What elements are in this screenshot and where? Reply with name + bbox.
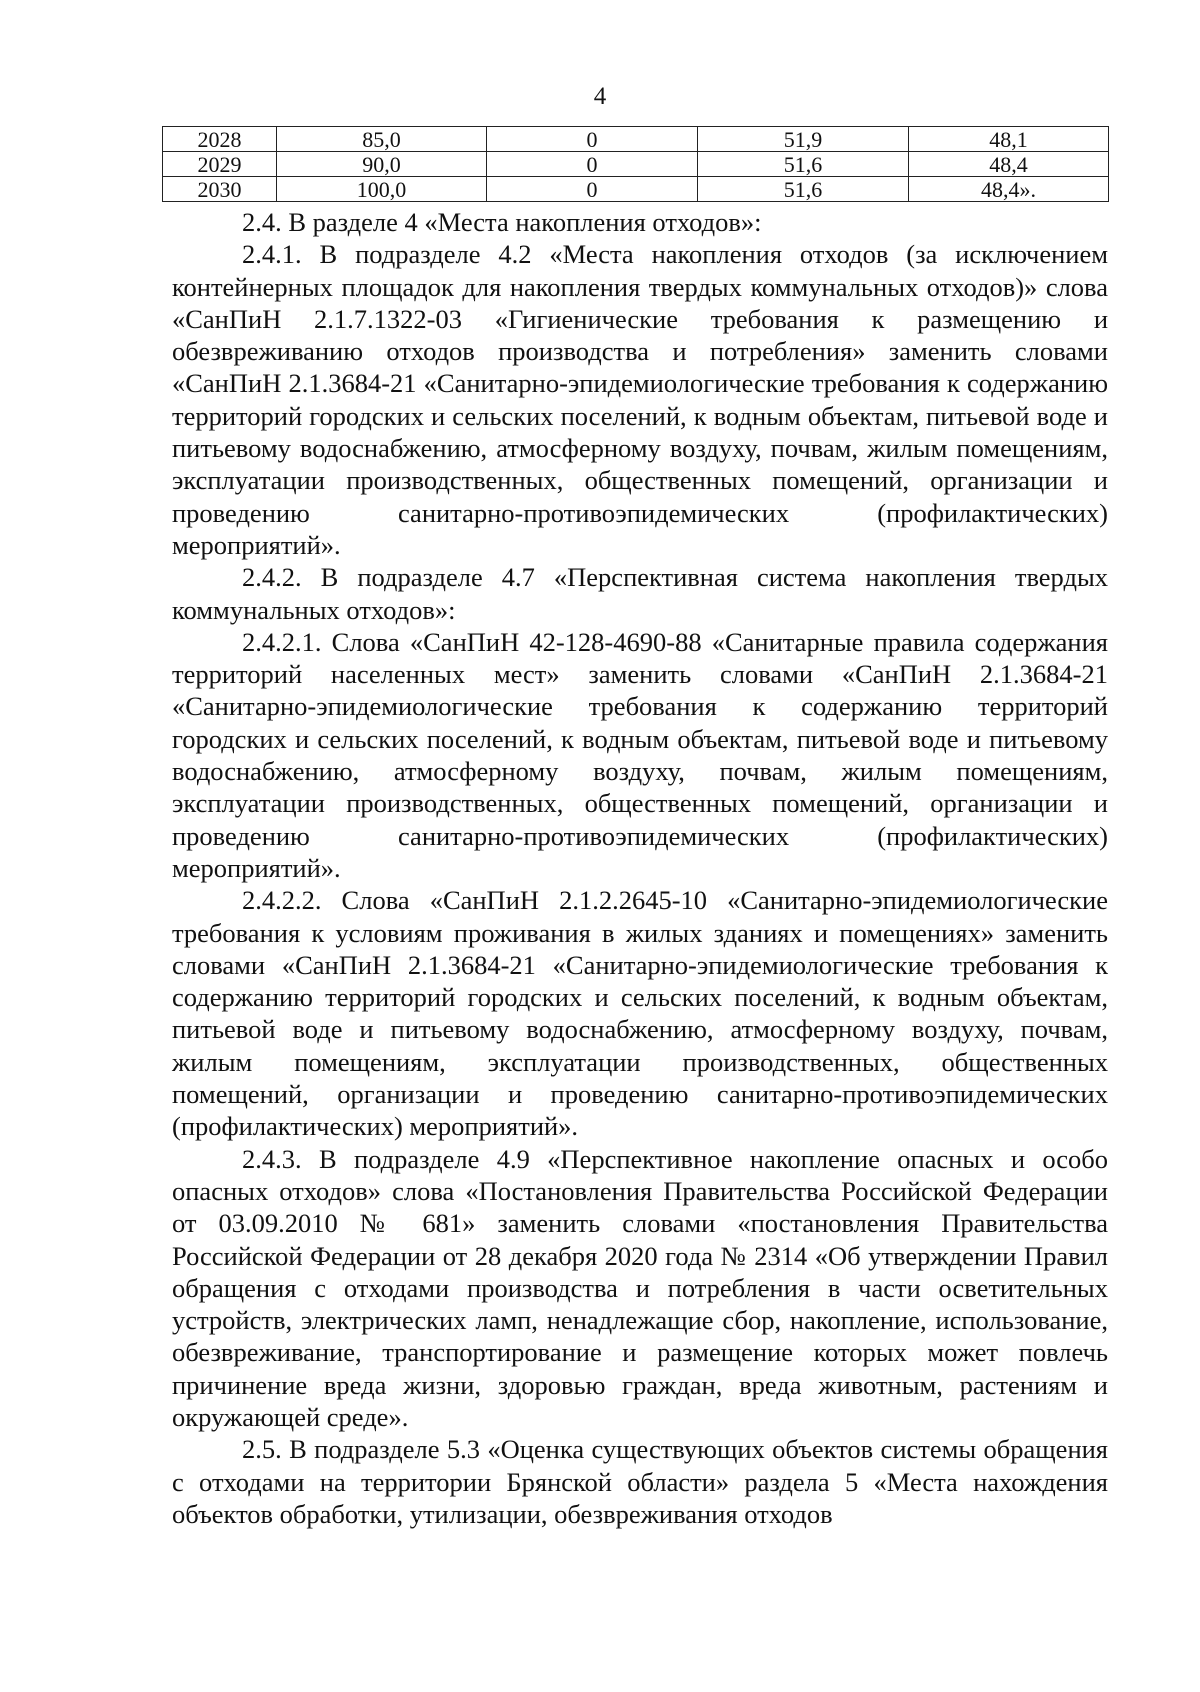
table-cell-year: 2028 bbox=[163, 127, 277, 152]
paragraph-2-4: 2.4. В разделе 4 «Места накопления отходов»: bbox=[242, 207, 762, 237]
paragraph-2-4-3: 2.4.3. В подразделе 4.9 «Перспективное накопление опасных и особо опасных отходов» слова «Постановления Правительства Российской Федерации от 03.09.2010 № 681» заменить словами «постановления Правительства Российской Федерации от 28 декабря 2020 года № 2314 «Об утверждении Правил обращения с отходами производства и потребления в части осветительных устройств, электрических ламп, ненадлежащие сбор, накопление, использование, обезвреживание, транспортирование и размещение которых может повлечь причинение вреда жизни, здоровью граждан, вреда животным, растениям и окружающей среде». bbox=[172, 1143, 1108, 1432]
paragraph-2-4-1: 2.4.1. В подразделе 4.2 «Места накопления отходов (за исключением контейнерных площадок для накопления твердых коммунальных отходов)» слова «СанПиН 2.1.7.1322-03 «Гигиенические требования к размещению и обезвреживанию отходов производства и потребления» заменить словами «СанПиН 2.1.3684-21 «Санитарно-эпидемиологические требования к содержанию территорий городских и сельских поселений, к водным объектам, питьевой воде и питьевому водоснабжению, атмосферному воздуху, почвам, жилым помещениям, эксплуатации производственных, общественных помещений, организации и проведению санитарно-противоэпидемических (профилактических) мероприятий». bbox=[172, 239, 1108, 560]
table-cell: 51,6 bbox=[698, 177, 909, 202]
table-cell: 48,4». bbox=[909, 177, 1109, 202]
paragraph-2-4-2-2: 2.4.2.2. Слова «СанПиН 2.1.2.2645-10 «Санитарно-эпидемиологические требования к условиям проживания в жилых зданиях и помещениях» заменить словами «СанПиН 2.1.3684-21 «Санитарно-эпидемиологические требования к содержанию территорий городских и сельских поселений, к водным объектам, питьевой воде и питьевому водоснабжению, атмосферному воздуху, почвам, жилым помещениям, эксплуатации производственных, общественных помещений, организации и проведению санитарно-противоэпидемических (профилактических) мероприятий». bbox=[172, 885, 1108, 1142]
table-cell: 51,6 bbox=[698, 152, 909, 177]
table-row bbox=[163, 152, 1109, 177]
paragraph-2-4-2: 2.4.2. В подразделе 4.7 «Перспективная система накопления твердых коммунальных отходов»: bbox=[172, 562, 1108, 625]
table-cell: 85,0 bbox=[277, 127, 487, 152]
paragraph-2-5: 2.5. В подразделе 5.3 «Оценка существующих объектов системы обращения с отходами на территории Брянской области» раздела 5 «Места нахождения объектов обработки, утилизации, обезвреживания отходов bbox=[172, 1434, 1108, 1529]
data-table bbox=[162, 126, 1109, 202]
paragraph-2-4-2-1: 2.4.2.1. Слова «СанПиН 42-128-4690-88 «Санитарные правила содержания территорий населенных мест» заменить словами «СанПиН 2.1.3684-21 «Санитарно-эпидемиологические требования к содержанию территорий городских и сельских поселений, к водным объектам, питьевой воде и питьевому водоснабжению, атмосферному воздуху, почвам, жилым помещениям, эксплуатации производственных, общественных помещений, организации и проведению санитарно-противоэпидемических (профилактических) мероприятий». bbox=[172, 626, 1108, 883]
table-cell: 0 bbox=[487, 152, 698, 177]
document-body bbox=[172, 206, 1108, 1530]
table-cell: 90,0 bbox=[277, 152, 487, 177]
table-cell: 0 bbox=[487, 177, 698, 202]
table-row bbox=[163, 127, 1109, 152]
table-cell: 48,1 bbox=[909, 127, 1109, 152]
table-cell-year: 2029 bbox=[163, 152, 277, 177]
table-cell: 100,0 bbox=[277, 177, 487, 202]
table-cell-year: 2030 bbox=[163, 177, 277, 202]
table-row bbox=[163, 177, 1109, 202]
page-number: 4 bbox=[593, 83, 607, 110]
table-cell: 51,9 bbox=[698, 127, 909, 152]
table-cell: 0 bbox=[487, 127, 698, 152]
table-cell: 48,4 bbox=[909, 152, 1109, 177]
